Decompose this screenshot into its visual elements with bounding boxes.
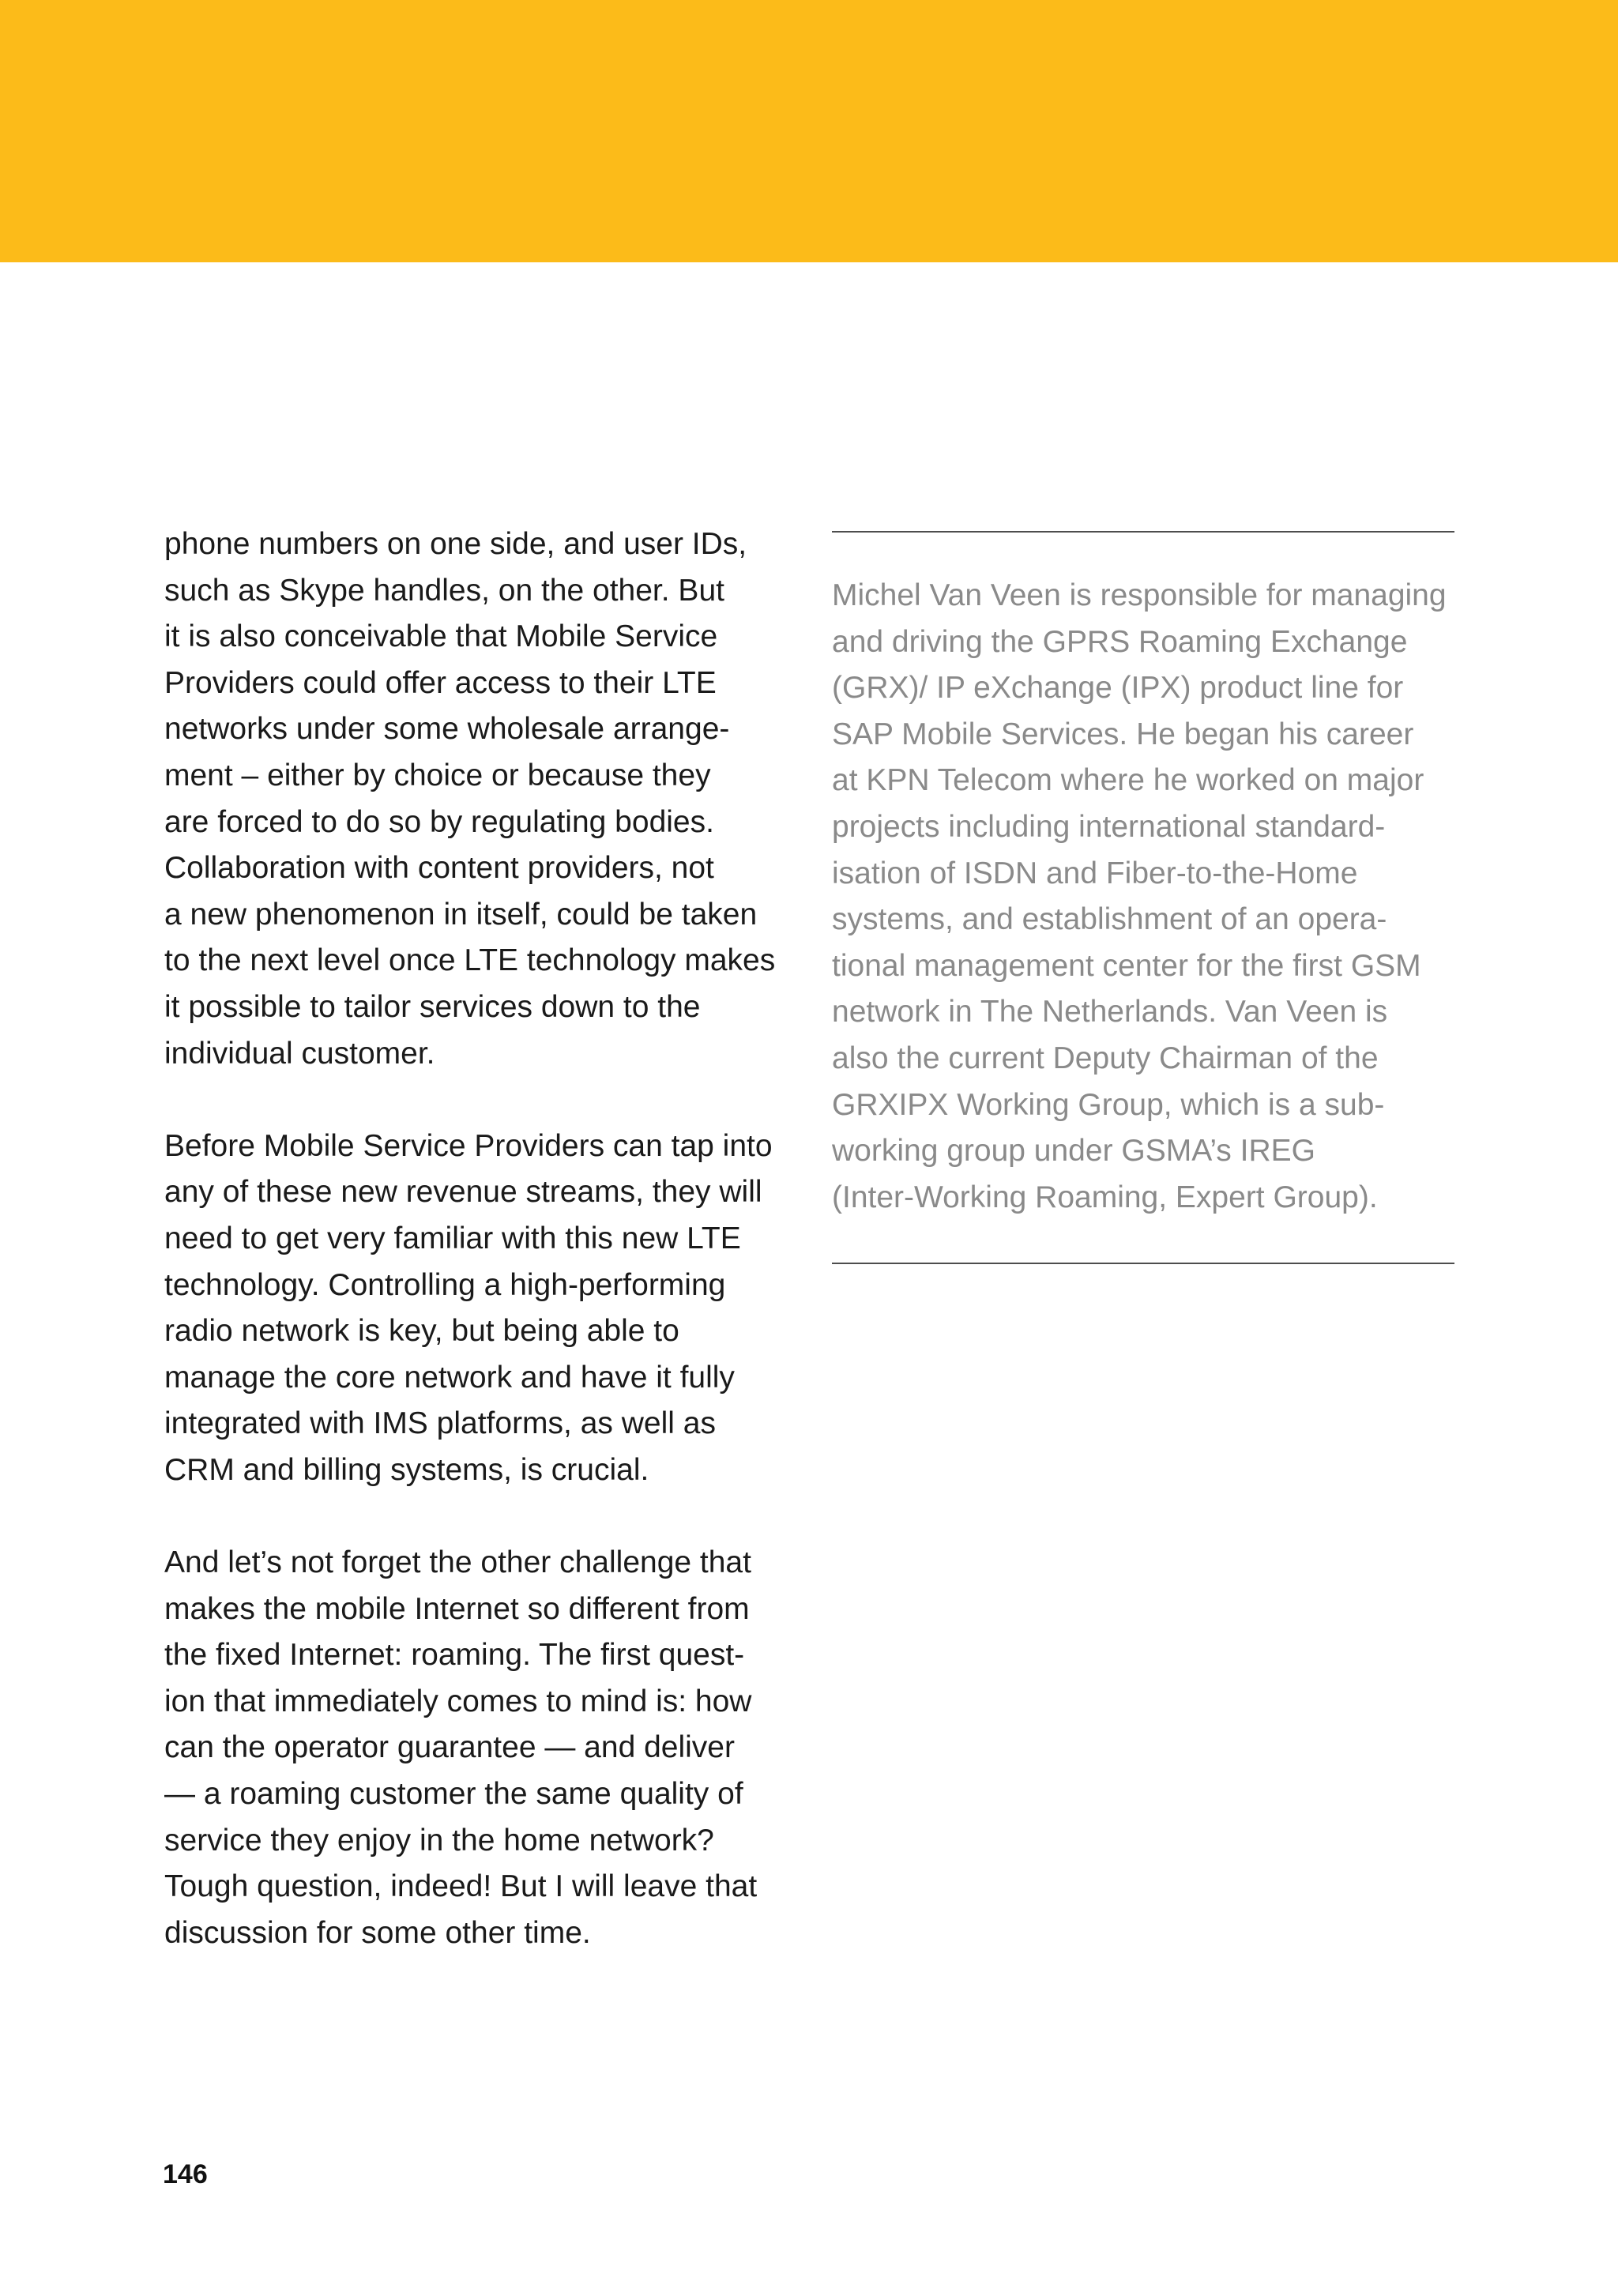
bio-line: network in The Netherlands. Van Veen is	[832, 995, 1388, 1029]
header-color-band	[0, 0, 1618, 262]
bio-line: systems, and establishment of an opera-	[832, 902, 1387, 937]
text-line: individual customer.	[164, 1036, 435, 1071]
author-bio-text	[832, 573, 1454, 1221]
text-line: technology. Controlling a high-performing	[164, 1267, 726, 1302]
text-line: Tough question, indeed! But I will leave that	[164, 1869, 758, 1904]
text-line: ion that immediately comes to mind is: how	[164, 1684, 752, 1718]
text-line: discussion for some other time.	[164, 1915, 591, 1950]
text-line: need to get very familiar with this new LTE	[164, 1221, 741, 1255]
text-line: Providers could offer access to their LTE	[164, 665, 717, 700]
bio-line: at KPN Telecom where he worked on major	[832, 763, 1424, 798]
bio-line: projects including international standard-	[832, 809, 1386, 844]
text-line: such as Skype handles, on the other. But	[164, 573, 724, 608]
text-line: service they enjoy in the home network?	[164, 1823, 714, 1858]
body-paragraph	[164, 1124, 796, 1494]
text-line: ment – either by choice or because they	[164, 758, 711, 792]
text-line: manage the core network and have it fully	[164, 1360, 735, 1395]
text-line: to the next level once LTE technology makes	[164, 943, 776, 978]
text-line: Before Mobile Service Providers can tap into	[164, 1128, 773, 1163]
text-line: radio network is key, but being able to	[164, 1314, 679, 1349]
bio-line: (GRX)/ IP eXchange (IPX) product line for	[832, 671, 1404, 706]
body-paragraph	[164, 1540, 796, 1956]
text-line: the fixed Internet: roaming. The first quest-	[164, 1638, 745, 1673]
bio-line: Michel Van Veen is responsible for managing	[832, 578, 1447, 612]
text-line: it is also conceivable that Mobile Service	[164, 619, 718, 654]
text-line: CRM and billing systems, is crucial.	[164, 1452, 649, 1487]
bio-line: also the current Deputy Chairman of the	[832, 1041, 1379, 1075]
text-line: integrated with IMS platforms, as well as	[164, 1406, 716, 1441]
text-line: And let’s not forget the other challenge that	[164, 1545, 751, 1580]
text-line: are forced to do so by regulating bodies.	[164, 804, 714, 839]
text-line: any of these new revenue streams, they will	[164, 1175, 762, 1210]
text-line: networks under some wholesale arrange-	[164, 712, 730, 747]
text-line: phone numbers on one side, and user IDs,	[164, 527, 747, 561]
text-line: makes the mobile Internet so different from	[164, 1591, 750, 1626]
text-line: it possible to tailor services down to the	[164, 989, 701, 1024]
bio-line: working group under GSMA’s IREG	[832, 1134, 1315, 1169]
page-number: 146	[163, 2159, 208, 2189]
bio-line: (Inter-Working Roaming, Expert Group).	[832, 1180, 1378, 1214]
bio-line: SAP Mobile Services. He began his career	[832, 717, 1414, 751]
bio-bottom-divider	[832, 1263, 1454, 1264]
text-line: Collaboration with content providers, not	[164, 851, 714, 886]
article-body	[164, 521, 796, 2003]
bio-line: and driving the GPRS Roaming Exchange	[832, 624, 1408, 659]
bio-line: GRXIPX Working Group, which is a sub-	[832, 1087, 1385, 1122]
body-paragraph	[164, 521, 796, 1077]
text-line: can the operator guarantee — and deliver	[164, 1730, 735, 1765]
author-bio-box	[832, 531, 1454, 1264]
text-line: a new phenomenon in itself, could be taken	[164, 897, 758, 932]
text-line: — a roaming customer the same quality of	[164, 1777, 743, 1812]
bio-line: tional management center for the first GSM	[832, 948, 1421, 983]
bio-line: isation of ISDN and Fiber-to-the-Home	[832, 856, 1358, 890]
bio-top-divider	[832, 531, 1454, 533]
